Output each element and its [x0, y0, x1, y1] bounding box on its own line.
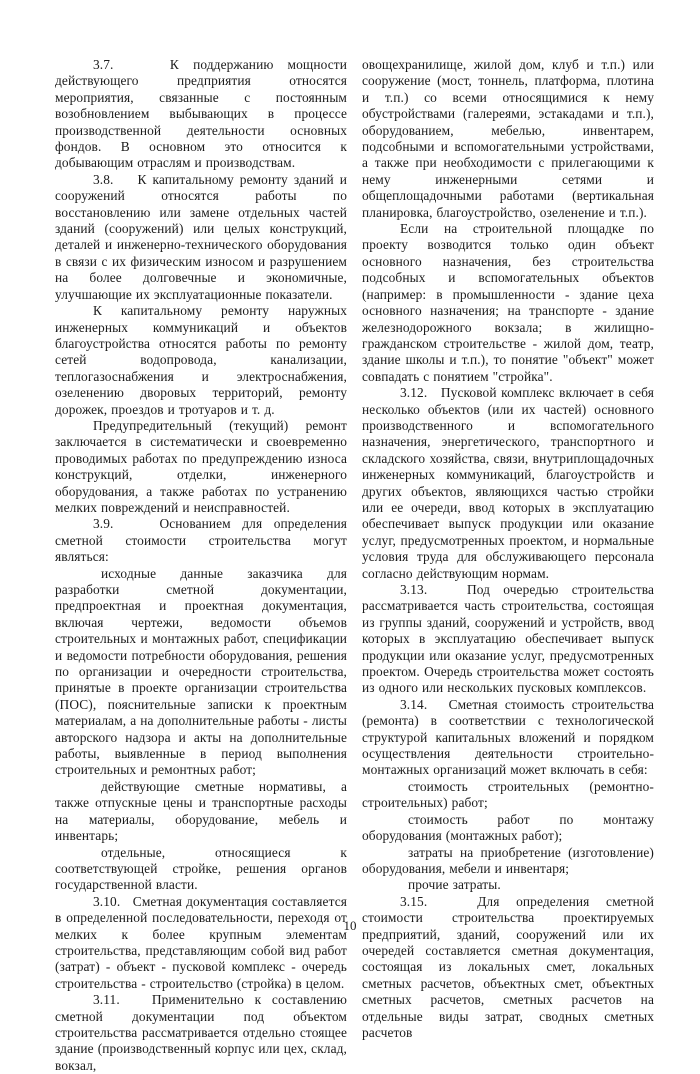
paragraph: 3.15. Для определения сметной стоимости строительства проектируемых предприятий, зданий, сооружений или их очередей составляется сметная документация, состоящая из локальных смет, локальных сметных расчетов, объектных смет, объектных сметных расчетов, сметных расчетов на отдельные виды затрат, сводных сметных расчетов [362, 893, 654, 1040]
paragraph: Предупредительный (текущий) ремонт заключается в систематически и своевременно проводимых работах по предупреждению износа конструкций, отделки, инженерного оборудования, а также работах по устранению мелких повреждений и неисправностей. [55, 417, 347, 515]
paragraph: 3.10. Сметная документация составляется в определенной последовательности, переходя от мелких к более крупным элементам строительства, представляющим собой вид работ (затрат) - объект - пусковой комплекс - очередь строительства - строительство (стройка) в целом. [55, 893, 347, 991]
paragraph: 3.7. К поддержанию мощности действующего предприятия относятся мероприятия, связанные с постоянным возобновлением выбывающих в процессе производственной деятельности основных фондов. В основном это относится к добывающим отраслям и производствам. [55, 57, 347, 171]
paragraph: 3.12. Пусковой комплекс включает в себя несколько объектов (или их частей) основного производственного и вспомогательного назначения, энергетического, транспортного и складского хозяйства, связи, внутриплощадочных инженерных коммуникаций, благоустройств и других объектов, являющихся частью стройки или ее очереди, ввод которых в эксплуатацию обеспечивает выпуск продукции или оказание услуг, предусмотренных проектом, и нормальные условия труда для обслуживающего персонала согласно действующим нормам. [362, 385, 654, 581]
paragraph: 3.14. Сметная стоимость строительства (ремонта) в соответствии с технологической структурой капитальных вложений и порядком осуществления деятельности строительно-монтажных организаций может включать в себя: [362, 696, 654, 778]
paragraph: отдельные, относящиеся к соответствующей стройке, решения органов государственной власти. [55, 844, 347, 893]
paragraph: 3.11. Применительно к составлению сметной документации под объектом строительства рассматривается отдельно стоящее здание (производственный корпус или цех, склад, вокзал, [55, 992, 347, 1073]
paragraph: 3.8. К капитальному ремонту зданий и сооружений относятся работы по восстановлению или замене отдельных частей зданий (сооружений) или целых конструкций, деталей и инженерно-технического оборудования в связи с их физическим износом и разрушением на более долговечные и экономичные, улучшающие их эксплуатационные показатели. [55, 171, 347, 302]
paragraph: 3.9. Основанием для определения сметной стоимости строительства могут являться: [55, 516, 347, 565]
page-number: 10 [343, 918, 357, 933]
paragraph: стоимость строительных (ремонтно-строительных) работ; [362, 778, 654, 811]
paragraph: затраты на приобретение (изготовление) оборудования, мебели и инвентаря; [362, 844, 654, 876]
paragraph: стоимость работ по монтажу оборудования (монтажных работ); [362, 811, 654, 844]
paragraph: овощехранилище, жилой дом, клуб и т.п.) или сооружение (мост, тоннель, платформа, плотина и т.п.) со всеми относящимися к нему обустройствами (галереями, эстакадами и т.п.), оборудованием, мебелью, инвентарем, подсобными и вспомогательными устройствами, а также при необходимости с прилегающими к нему инженерными сетями и общеплощадочными работами (вертикальная планировка, благоустройство, озеленение и т.п.). [362, 57, 654, 220]
paragraph: 3.13. Под очередью строительства рассматривается часть строительства, состоящая из группы зданий, сооружений и устройств, ввод которых в эксплуатацию обеспечивает выпуск продукции или оказание услуг, предусмотренных проектом. Очередь строительства может состоять из одного или нескольких пусковых комплексов. [362, 582, 654, 696]
paragraph: исходные данные заказчика для разработки сметной документации, предпроектная и проектная документация, включая чертежи, ведомости объемов строительных и монтажных работ, спецификации и ведомости потребности оборудования, решения по организации и очередности строительства, принятые в проекте организации строительства (ПОС), пояснительные записки к проектным материалам, а на дополнительные работы - листы авторского надзора и акты на дополнительные работы, выявленные в период выполнения строительных и ремонтных работ; [55, 565, 347, 778]
paragraph: прочие затраты. [408, 877, 501, 893]
paragraph: К капитальному ремонту наружных инженерных коммуникаций и объектов благоустройства относятся работы по ремонту сетей водопровода, канализации, теплогазоснабжения и электроснабжения, озеленению дворовых территорий, ремонту дорожек, проездов и тротуаров и т. д. [55, 303, 347, 417]
paragraph: Если на строительной площадке по проекту возводится только один объект основного назначения, без строительства подсобных и вспомогательных объектов (например: в промышленности - здание цеха основного назначения; на транспорте - здание железнодорожного вокзала; в жилищно-гражданском строительстве - жилой дом, театр, здание школы и т.п.), то понятие "объект" может совпадать с понятием "стройка". [362, 221, 654, 384]
paragraph: действующие сметные нормативы, а также отпускные цены и транспортные расходы на материалы, оборудование, мебель и инвентарь; [55, 778, 347, 844]
